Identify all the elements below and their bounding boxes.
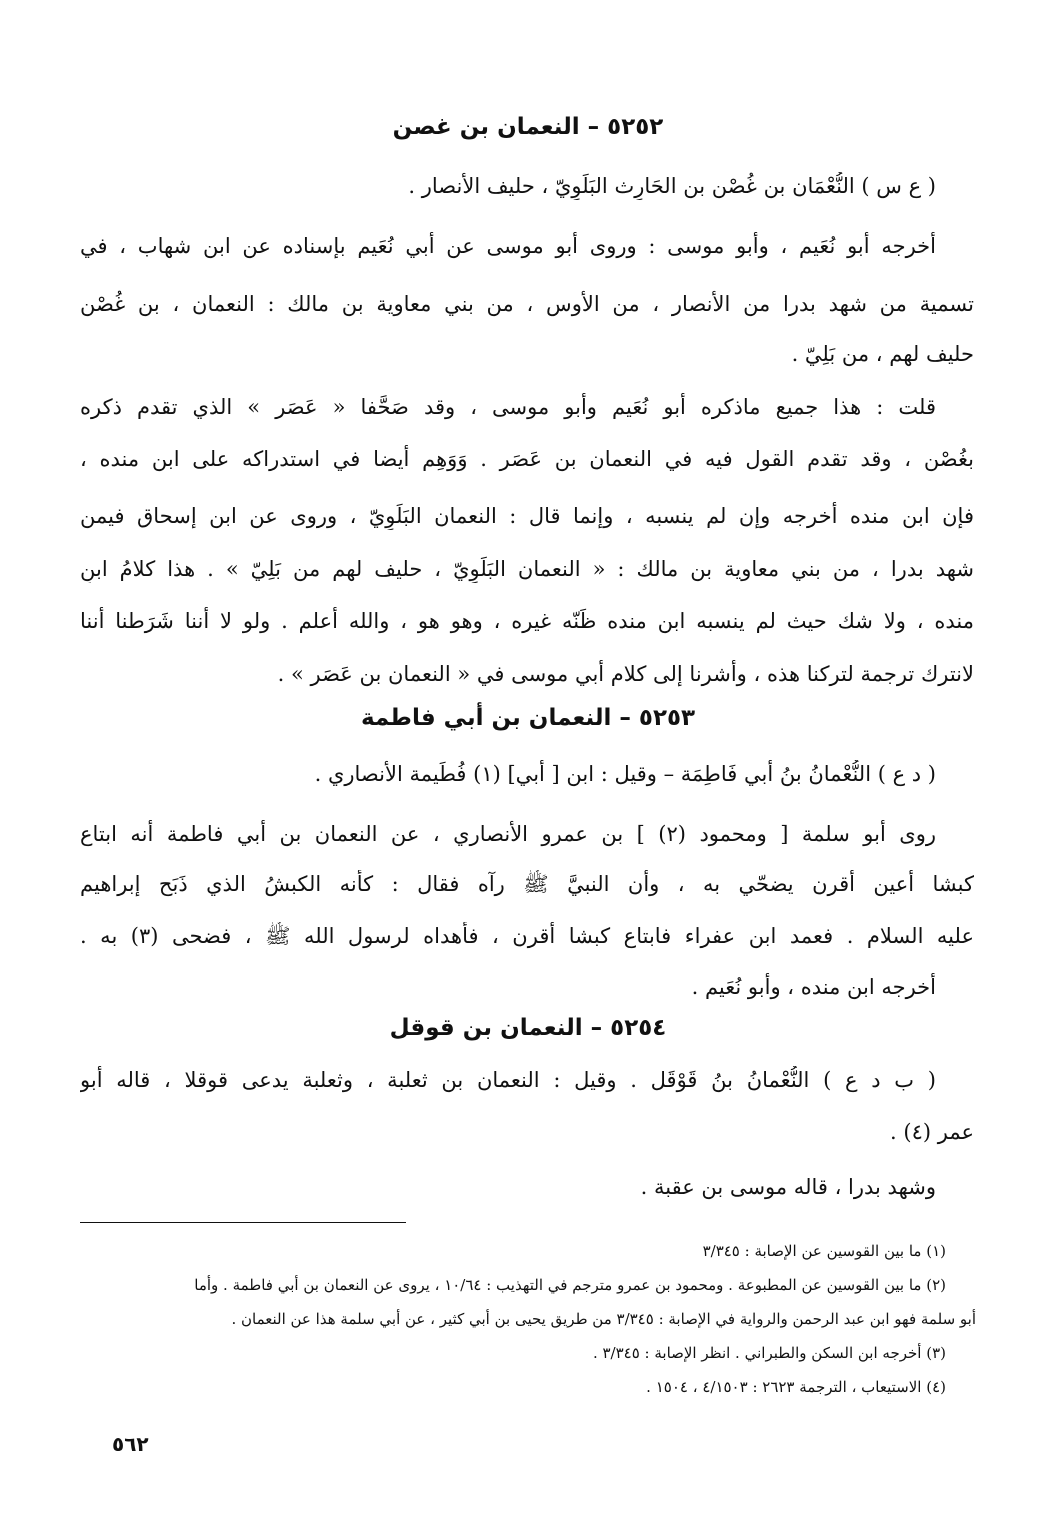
- footnote-line: أبو سلمة فهو ابن عبد الرحمن والرواية في الإصابة : ٣/٣٤٥ من طريق يحيى بن أبي كثير ، عن أبي سلمة هذا عن النعمان .: [231, 1310, 976, 1328]
- entry-paragraph-line: ( د ع ) النُّعْمانُ بنُ أبي فَاطِمَة – وقيل : ابن [ أبي] (١) فُطَيمة الأنصاري .: [314, 762, 936, 786]
- footnote-line: (٤) الاستيعاب ، الترجمة ٢٦٢٣ : ٤/١٥٠٣ ، ١٥٠٤ .: [646, 1378, 946, 1396]
- entry-paragraph-line: قلت : هذا جميع ماذكره أبو نُعَيم وأبو موسى ، وقد صَحَّفا « عَصَر » الذي تقدم ذكره: [80, 395, 936, 419]
- entry-heading: ٥٢٥٤ – النعمان بن قوقل: [389, 1015, 667, 1041]
- entry-paragraph-line: حليف لهم ، من بَلِيّ .: [791, 342, 974, 366]
- footnote-separator: [80, 1222, 406, 1223]
- page-number: ٥٦٢: [112, 1432, 149, 1456]
- entry-paragraph-line: أخرجه ابن منده ، وأبو نُعَيم .: [691, 975, 936, 999]
- entry-paragraph-line: بغُصْن ، وقد تقدم القول فيه في النعمان بن عَصَر . وَوَهِم أيضا في استدراكه على ابن منده ،: [80, 447, 974, 471]
- entry-paragraph-line: منده ، ولا شك حيث لم ينسبه ابن منده ظَنّه غيره ، وهو هو ، والله أعلم . ولو لا أننا شَرَطنا أننا: [80, 609, 974, 633]
- footnote-line: (٢) ما بين القوسين عن المطبوعة . ومحمود بن عمرو مترجم في التهذيب : ١٠/٦٤ ، يروى عن النعمان بن أبي فاطمة . وأما: [194, 1276, 946, 1294]
- entry-paragraph-line: ( ع س ) النُّعْمَان بن غُصْن بن الحَارِث البَلَوِيّ ، حليف الأنصار .: [408, 174, 936, 198]
- entry-heading: ٥٢٥٣ – النعمان بن أبي فاطمة: [360, 705, 696, 731]
- entry-paragraph-line: تسمية من شهد بدرا من الأنصار ، من الأوس ، من بني معاوية بن مالك : النعمان ، بن غُصْن: [80, 292, 974, 316]
- footnote-line: (١) ما بين القوسين عن الإصابة : ٣/٣٤٥: [702, 1242, 946, 1260]
- entry-paragraph-line: لانترك ترجمة لتركنا هذه ، وأشرنا إلى كلام أبي موسى في « النعمان بن عَصَر » .: [277, 662, 974, 686]
- entry-paragraph-line: كبشا أعين أقرن يضحّي به ، وأن النبيَّ ﷺ رآه فقال : كأنه الكبشُ الذي ذَبَح إبراهيم: [80, 872, 974, 896]
- entry-paragraph-line: وشهد بدرا ، قاله موسى بن عقبة .: [640, 1175, 936, 1199]
- entry-paragraph-line: عليه السلام . فعمد ابن عفراء فابتاع كبشا أقرن ، فأهداه لرسول الله ﷺ ، فضحى (٣) به .: [80, 924, 974, 948]
- entry-paragraph-line: عمر (٤) .: [890, 1120, 974, 1144]
- entry-paragraph-line: فإن ابن منده أخرجه وإن لم ينسبه ، وإنما قال : النعمان البَلَوِيّ ، وروى عن ابن إسحاق فيمن: [80, 504, 974, 528]
- entry-paragraph-line: أخرجه أبو نُعَيم ، وأبو موسى : وروى أبو موسى عن أبي نُعَيم بإسناده عن ابن شهاب ، في: [80, 234, 936, 258]
- entry-paragraph-line: شهد بدرا ، من بني معاوية بن مالك : « النعمان البَلَوِيّ ، حليف لهم من بَلِيّ » . هذا كلامُ ابنِ: [80, 557, 974, 581]
- entry-paragraph-line: روى أبو سلمة [ ومحمود (٢) ] بن عمرو الأنصاري ، عن النعمان بن أبي فاطمة أنه ابتاع: [80, 822, 936, 846]
- entry-heading: ٥٢٥٢ – النعمان بن غصن: [392, 114, 664, 140]
- footnote-line: (٣) أخرجه ابن السكن والطبراني . انظر الإصابة : ٣/٣٤٥ .: [592, 1344, 946, 1362]
- entry-paragraph-line: ( ب د ع ) النُّعْمانُ بنُ قَوْقَل . وقيل : النعمان بن ثعلبة ، وثعلبة يدعى قوقلا ، قاله أبو: [80, 1068, 936, 1092]
